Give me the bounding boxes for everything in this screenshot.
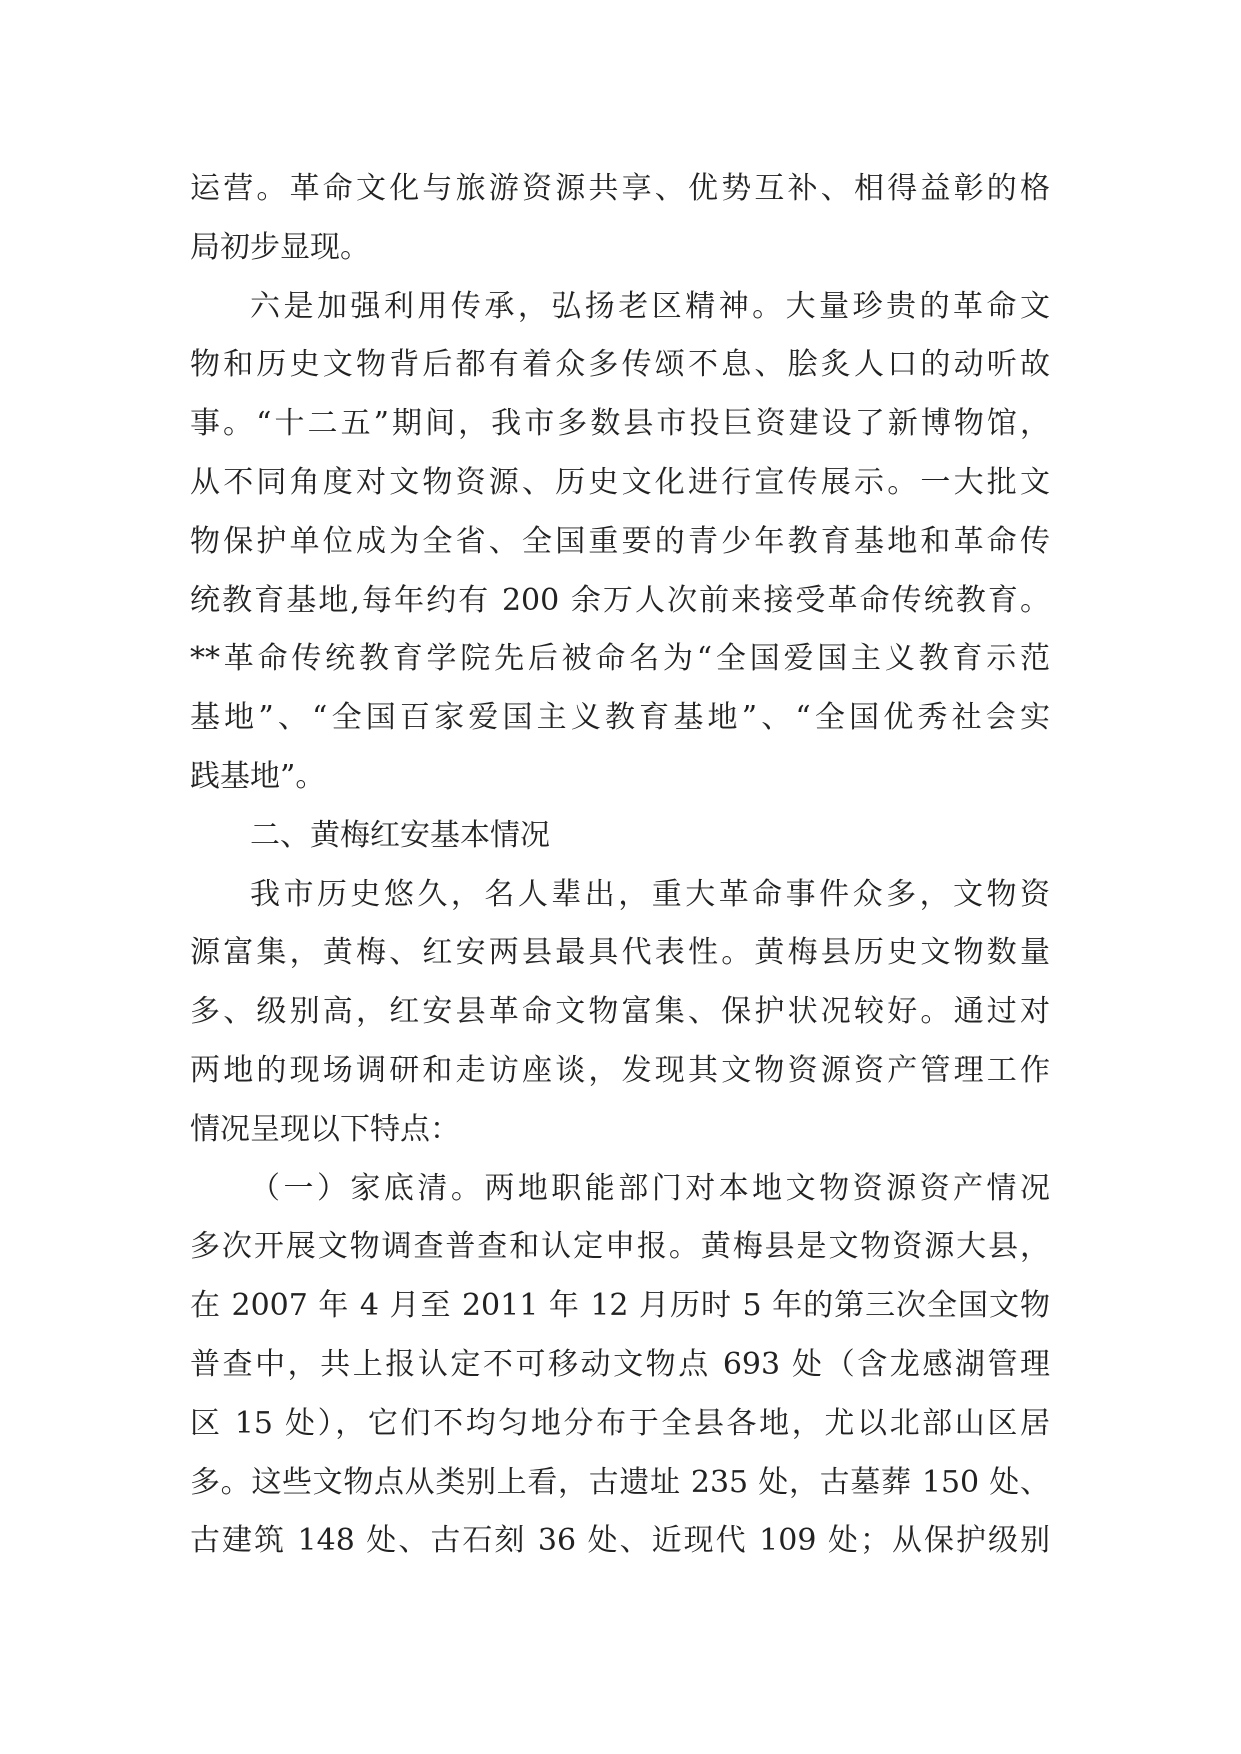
document-body bbox=[190, 160, 1050, 1571]
text-line: 基地”、“全国百家爱国主义教育基地”、“全国优秀社会实 bbox=[190, 700, 1050, 736]
text-line: 多。这些文物点从类别上看，古遗址 235 处，古墓葬 150 处、 bbox=[190, 1464, 1050, 1500]
text-line: 物保护单位成为全省、全国重要的青少年教育基地和革命传 bbox=[190, 523, 1050, 559]
text-line: 二、黄梅红安基本情况 bbox=[250, 817, 550, 853]
text-line: 多、级别高，红安县革命文物富集、保护状况较好。通过对 bbox=[190, 994, 1050, 1030]
text-line: 物和历史文物背后都有着众多传颂不息、脍炙人口的动听故 bbox=[190, 347, 1050, 383]
text-line: 事。“十二五”期间，我市多数县市投巨资建设了新博物馆， bbox=[190, 406, 1050, 442]
text-line: 两地的现场调研和走访座谈，发现其文物资源资产管理工作 bbox=[190, 1052, 1050, 1088]
text-line: （一）家底清。两地职能部门对本地文物资源资产情况 bbox=[250, 1170, 1050, 1206]
text-line: 区 15 处），它们不均匀地分布于全县各地，尤以北部山区居 bbox=[190, 1405, 1050, 1441]
text-line: 从不同角度对文物资源、历史文化进行宣传展示。一大批文 bbox=[190, 464, 1050, 500]
text-line: 统教育基地,每年约有 200 余万人次前来接受革命传统教育。 bbox=[190, 582, 1050, 618]
text-line: 情况呈现以下特点： bbox=[190, 1111, 460, 1147]
text-line: 普查中，共上报认定不可移动文物点 693 处（含龙感湖管理 bbox=[190, 1346, 1050, 1382]
text-line: 古建筑 148 处、古石刻 36 处、近现代 109 处；从保护级别 bbox=[190, 1523, 1050, 1559]
text-line: 源富集，黄梅、红安两县最具代表性。黄梅县历史文物数量 bbox=[190, 935, 1050, 971]
text-line: 六是加强利用传承，弘扬老区精神。大量珍贵的革命文 bbox=[250, 288, 1050, 324]
text-line: **革命传统教育学院先后被命名为“全国爱国主义教育示范 bbox=[190, 641, 1050, 677]
text-line: 运营。革命文化与旅游资源共享、优势互补、相得益彰的格 bbox=[190, 171, 1050, 206]
text-line: 在 2007 年 4 月至 2011 年 12 月历时 5 年的第三次全国文物 bbox=[190, 1288, 1050, 1324]
text-line: 践基地”。 bbox=[190, 758, 326, 794]
text-line: 多次开展文物调查普查和认定申报。黄梅县是文物资源大县， bbox=[190, 1229, 1050, 1265]
text-line: 我市历史悠久，名人辈出，重大革命事件众多，文物资 bbox=[250, 876, 1050, 912]
text-line: 局初步显现。 bbox=[190, 229, 370, 265]
